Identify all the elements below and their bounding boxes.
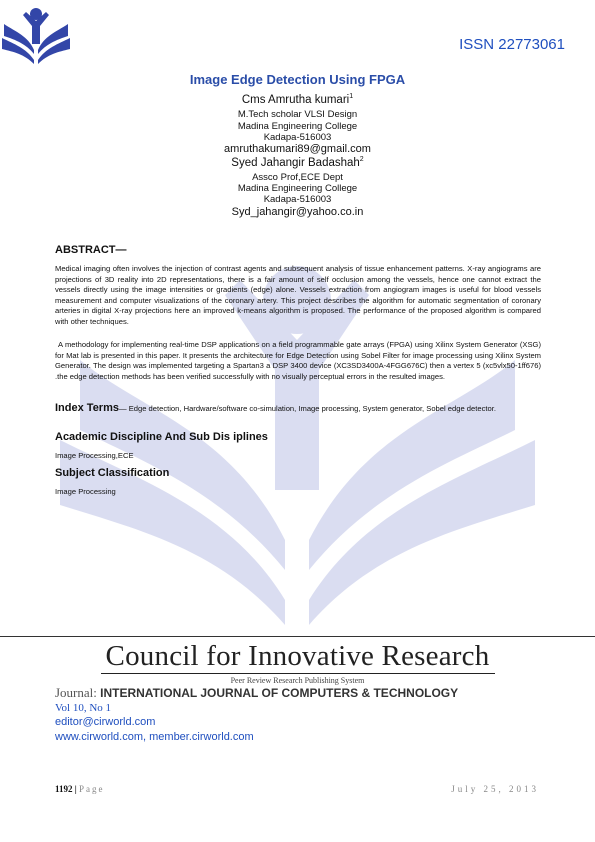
discipline-text: Image Processing,ECE xyxy=(55,451,134,460)
author-2-name: Syed Jahangir Badashah$^2$ xyxy=(231,156,364,169)
footer-divider xyxy=(0,636,595,637)
abstract-heading: ABSTRACT— xyxy=(55,244,127,256)
author-2-position: Assco Prof,ECE Dept xyxy=(252,172,343,183)
editor-email-link[interactable]: editor@cirworld.com xyxy=(55,716,156,728)
website-links[interactable]: www.cirworld.com, member.cirworld.com xyxy=(55,731,254,743)
subject-text: Image Processing xyxy=(55,487,116,496)
peer-review-tagline: Peer Review Research Publishing System xyxy=(230,676,365,685)
discipline-heading: Academic Discipline And Sub Dis iplines xyxy=(55,431,268,443)
paper-title: Image Edge Detection Using FPGA xyxy=(189,72,406,87)
author-1-email[interactable]: amruthakumari89@gmail.com xyxy=(224,143,371,155)
journal-line: Journal: INTERNATIONAL JOURNAL OF COMPUTERS & TECHNOLOGY xyxy=(55,685,459,700)
issn-label: ISSN 22773061 xyxy=(459,36,565,53)
page-number: 1192 | Page xyxy=(55,784,105,794)
author-2-city: Kadapa-516003 xyxy=(263,194,332,205)
author-1-college: Madina Engineering College xyxy=(237,121,358,132)
council-underline xyxy=(101,673,495,674)
abstract-paragraph-2: A methodology for implementing real-time DSP applications on a field programmable gate arrays (FPGA) using Xilinx System Generator (XSG) for Mat lab is presented in this paper. It presents the architecture for Edge Detection using Sobel Filter for image processing using Xilinx System Generator. The design was implemented targeting a Spartan3 a DSP 3400 device (XC3SD3400A-4FGG676C) then a vertex 5 (xc5vlx50-1ff676) .the edge detection methods has been verified successfully with no visually perceptual errors in the resulted images. xyxy=(55,340,541,381)
author-2-email[interactable]: Syd_jahangir@yahoo.co.in xyxy=(231,206,364,218)
council-title: Council for Innovative Research xyxy=(105,640,490,672)
volume-label: Vol 10, No 1 xyxy=(55,702,112,714)
abstract-paragraph-1: Medical imaging often involves the injection of contrast agents and subsequent analysis of tissue enhancement patterns. X-ray angiograms are projections of 3D reality into 2D representations, there is a fair amount of self occlusion among the vessels, hence one cannot extract the vessels directly using the image intensities or gradients (edge) alone. Vessels extraction from angiogram images is useful for blood vessels measurement and computer visualizations of the coronary artery. This project describes the algorithm for automatic segmentation of coronary arteries in digital X-ray projections here an improved k-means algorithm is proposed. The performance of the proposed algorithm is compared with other techniques. xyxy=(55,264,541,326)
author-1-name: Cms Amrutha kumari$^1$ xyxy=(241,93,354,106)
author-1-position: M.Tech scholar VLSI Design xyxy=(237,109,358,120)
index-terms: Index Terms— Edge detection, Hardware/software co-simulation, Image processing, System generator, Sobel edge detector. xyxy=(55,402,496,414)
publication-date: July 25, 2013 xyxy=(451,784,539,794)
subject-heading: Subject Classification xyxy=(55,467,170,479)
author-1-city: Kadapa-516003 xyxy=(263,132,332,143)
open-book-person-logo-icon xyxy=(2,4,70,66)
author-2-college: Madina Engineering College xyxy=(237,183,358,194)
